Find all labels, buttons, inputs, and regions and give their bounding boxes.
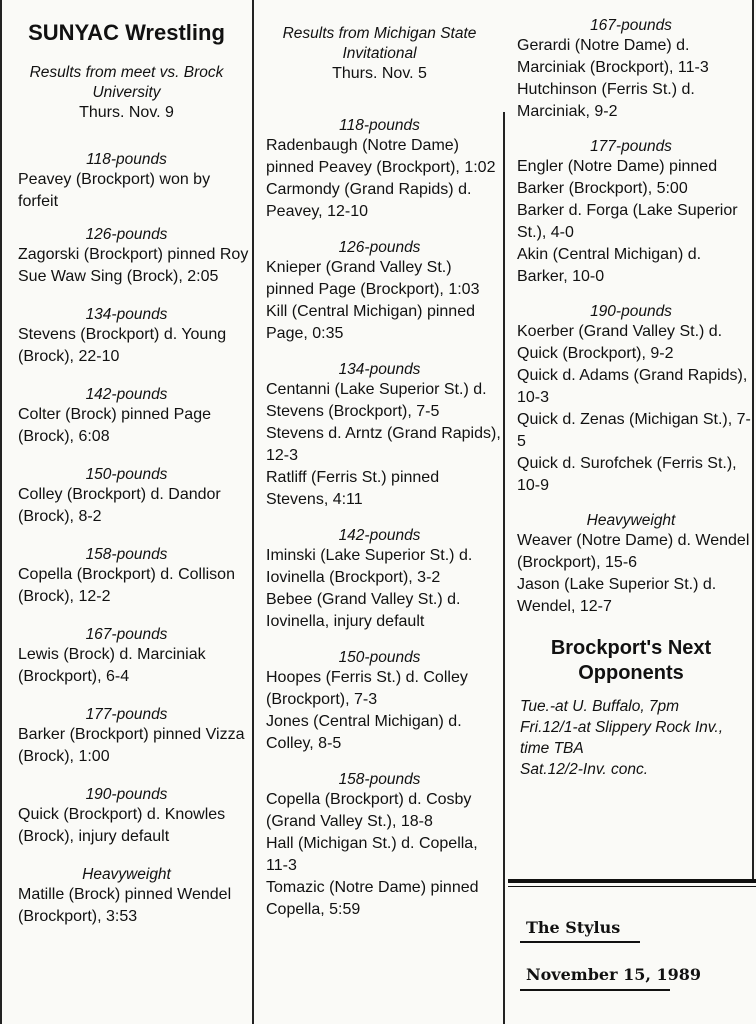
weight-class: 158-pounds xyxy=(85,546,168,563)
meet-date: Thurs. Nov. 9 xyxy=(79,104,174,121)
column-sunyac xyxy=(4,0,249,928)
match-result: Quick d. Adams (Grand Rapids), 10-3 xyxy=(517,367,748,406)
weight-class: 118-pounds xyxy=(86,151,167,168)
match-result: Copella (Brockport) d. Cosby (Grand Valley St.), 18-8 xyxy=(266,791,472,830)
column-divider xyxy=(503,112,505,1024)
match-result: Colter (Brock) pinned Page (Brock), 6:08 xyxy=(18,406,211,445)
schedule-item: Fri.12/1-at Slippery Rock Inv., time TBA xyxy=(520,719,724,757)
weight-class: 150-pounds xyxy=(85,466,168,483)
column-michigan-state xyxy=(257,0,502,921)
match-result: Ratliff (Ferris St.) pinned Stevens, 4:11 xyxy=(266,469,440,508)
publication-name: The Stylus xyxy=(526,918,621,937)
match-result: Knieper (Grand Valley St.) pinned Page (Brockport), 1:03 xyxy=(266,259,480,298)
weight-class: 158-pounds xyxy=(338,771,421,788)
match-result: Engler (Notre Dame) pinned Barker (Brockport), 5:00 xyxy=(517,158,718,197)
match-result: Hutchinson (Ferris St.) d. Marciniak, 9-2 xyxy=(517,81,695,120)
page-title: SUNYAC Wrestling xyxy=(28,20,225,45)
match-result: Stevens d. Arntz (Grand Rapids), 12-3 xyxy=(266,425,501,464)
match-result: Barker (Brockport) pinned Vizza (Brock), 1:00 xyxy=(18,726,245,765)
match-result: Radenbaugh (Notre Dame) pinned Peavey (Brockport), 1:02 xyxy=(266,137,496,176)
weight-class: 126-pounds xyxy=(85,226,168,243)
match-result: Akin (Central Michigan) d. Barker, 10-0 xyxy=(517,246,702,285)
match-result: Peavey (Brockport) won by forfeit xyxy=(18,171,211,210)
match-result: Quick (Brockport) d. Knowles (Brock), injury default xyxy=(18,806,226,845)
weight-class: 134-pounds xyxy=(85,306,168,323)
weight-class: 142-pounds xyxy=(85,386,168,403)
weight-class: 167-pounds xyxy=(85,626,168,643)
schedule-item: Sat.12/2-Inv. conc. xyxy=(520,761,649,778)
match-result: Hall (Michigan St.) d. Copella, 11-3 xyxy=(266,835,478,874)
weight-class: 142-pounds xyxy=(338,527,421,544)
weight-class: 134-pounds xyxy=(338,361,421,378)
match-result: Gerardi (Notre Dame) d. Marciniak (Brockport), 11-3 xyxy=(517,37,709,76)
match-result: Lewis (Brock) d. Marciniak (Brockport), 6-4 xyxy=(18,646,206,685)
weight-class: 118-pounds xyxy=(339,117,420,134)
match-result: Weaver (Notre Dame) d. Wendel (Brockport), 15-6 xyxy=(517,532,750,571)
match-result: Matille (Brock) pinned Wendel (Brockport), 3:53 xyxy=(18,886,232,925)
meet-subtitle: Results from Michigan State Invitational xyxy=(282,25,477,62)
footer-underline xyxy=(520,989,670,991)
column-divider xyxy=(252,0,254,1024)
weight-class: 177-pounds xyxy=(590,138,672,155)
match-result: Barker d. Forga (Lake Superior St.), 4-0 xyxy=(517,202,738,241)
match-result: Quick d. Surofchek (Ferris St.), 10-9 xyxy=(517,455,737,494)
column-michigan-state-continued xyxy=(508,0,754,780)
footer-underline xyxy=(520,941,640,943)
match-result: Jason (Lake Superior St.) d. Wendel, 12-7 xyxy=(517,576,717,615)
weight-class: 190-pounds xyxy=(590,303,672,320)
match-result: Hoopes (Ferris St.) d. Colley (Brockport), 7-3 xyxy=(266,669,468,708)
match-result: Tomazic (Notre Dame) pinned Copella, 5:59 xyxy=(266,879,479,918)
match-result: Copella (Brockport) d. Collison (Brock), 12-2 xyxy=(18,566,235,605)
weight-class: 167-pounds xyxy=(590,17,672,34)
weight-class: 177-pounds xyxy=(85,706,168,723)
match-result: Zagorski (Brockport) pinned Roy Sue Waw Sing (Brock), 2:05 xyxy=(18,246,249,285)
weight-class: Heavyweight xyxy=(82,866,171,883)
footer-rule xyxy=(508,879,756,883)
match-result: Centanni (Lake Superior St.) d. Stevens (Brockport), 7-5 xyxy=(266,381,487,420)
meet-date: Thurs. Nov. 5 xyxy=(332,65,427,82)
match-result: Kill (Central Michigan) pinned Page, 0:35 xyxy=(266,303,475,342)
next-opponents-heading: Brockport's Next Opponents xyxy=(550,637,712,684)
weight-class: Heavyweight xyxy=(586,512,676,529)
column-divider xyxy=(0,0,2,1024)
match-result: Carmondy (Grand Rapids) d. Peavey, 12-10 xyxy=(266,181,472,220)
publication-date: November 15, 1989 xyxy=(526,965,702,984)
weight-class: 126-pounds xyxy=(338,239,421,256)
weight-class: 190-pounds xyxy=(85,786,168,803)
match-result: Jones (Central Michigan) d. Colley, 8-5 xyxy=(266,713,462,752)
match-result: Bebee (Grand Valley St.) d. Iovinella, injury default xyxy=(266,591,461,630)
match-result: Colley (Brockport) d. Dandor (Brock), 8-2 xyxy=(18,486,221,525)
weight-class: 150-pounds xyxy=(338,649,421,666)
match-result: Quick d. Zenas (Michigan St.), 7-5 xyxy=(517,411,751,450)
match-result: Koerber (Grand Valley St.) d. Quick (Brockport), 9-2 xyxy=(517,323,723,362)
match-result: Stevens (Brockport) d. Young (Brock), 22-10 xyxy=(18,326,227,365)
meet-subtitle: Results from meet vs. Brock University xyxy=(29,64,224,101)
footer-rule xyxy=(508,886,756,887)
schedule-item: Tue.-at U. Buffalo, 7pm xyxy=(520,698,680,715)
match-result: Iminski (Lake Superior St.) d. Iovinella (Brockport), 3-2 xyxy=(266,547,473,586)
